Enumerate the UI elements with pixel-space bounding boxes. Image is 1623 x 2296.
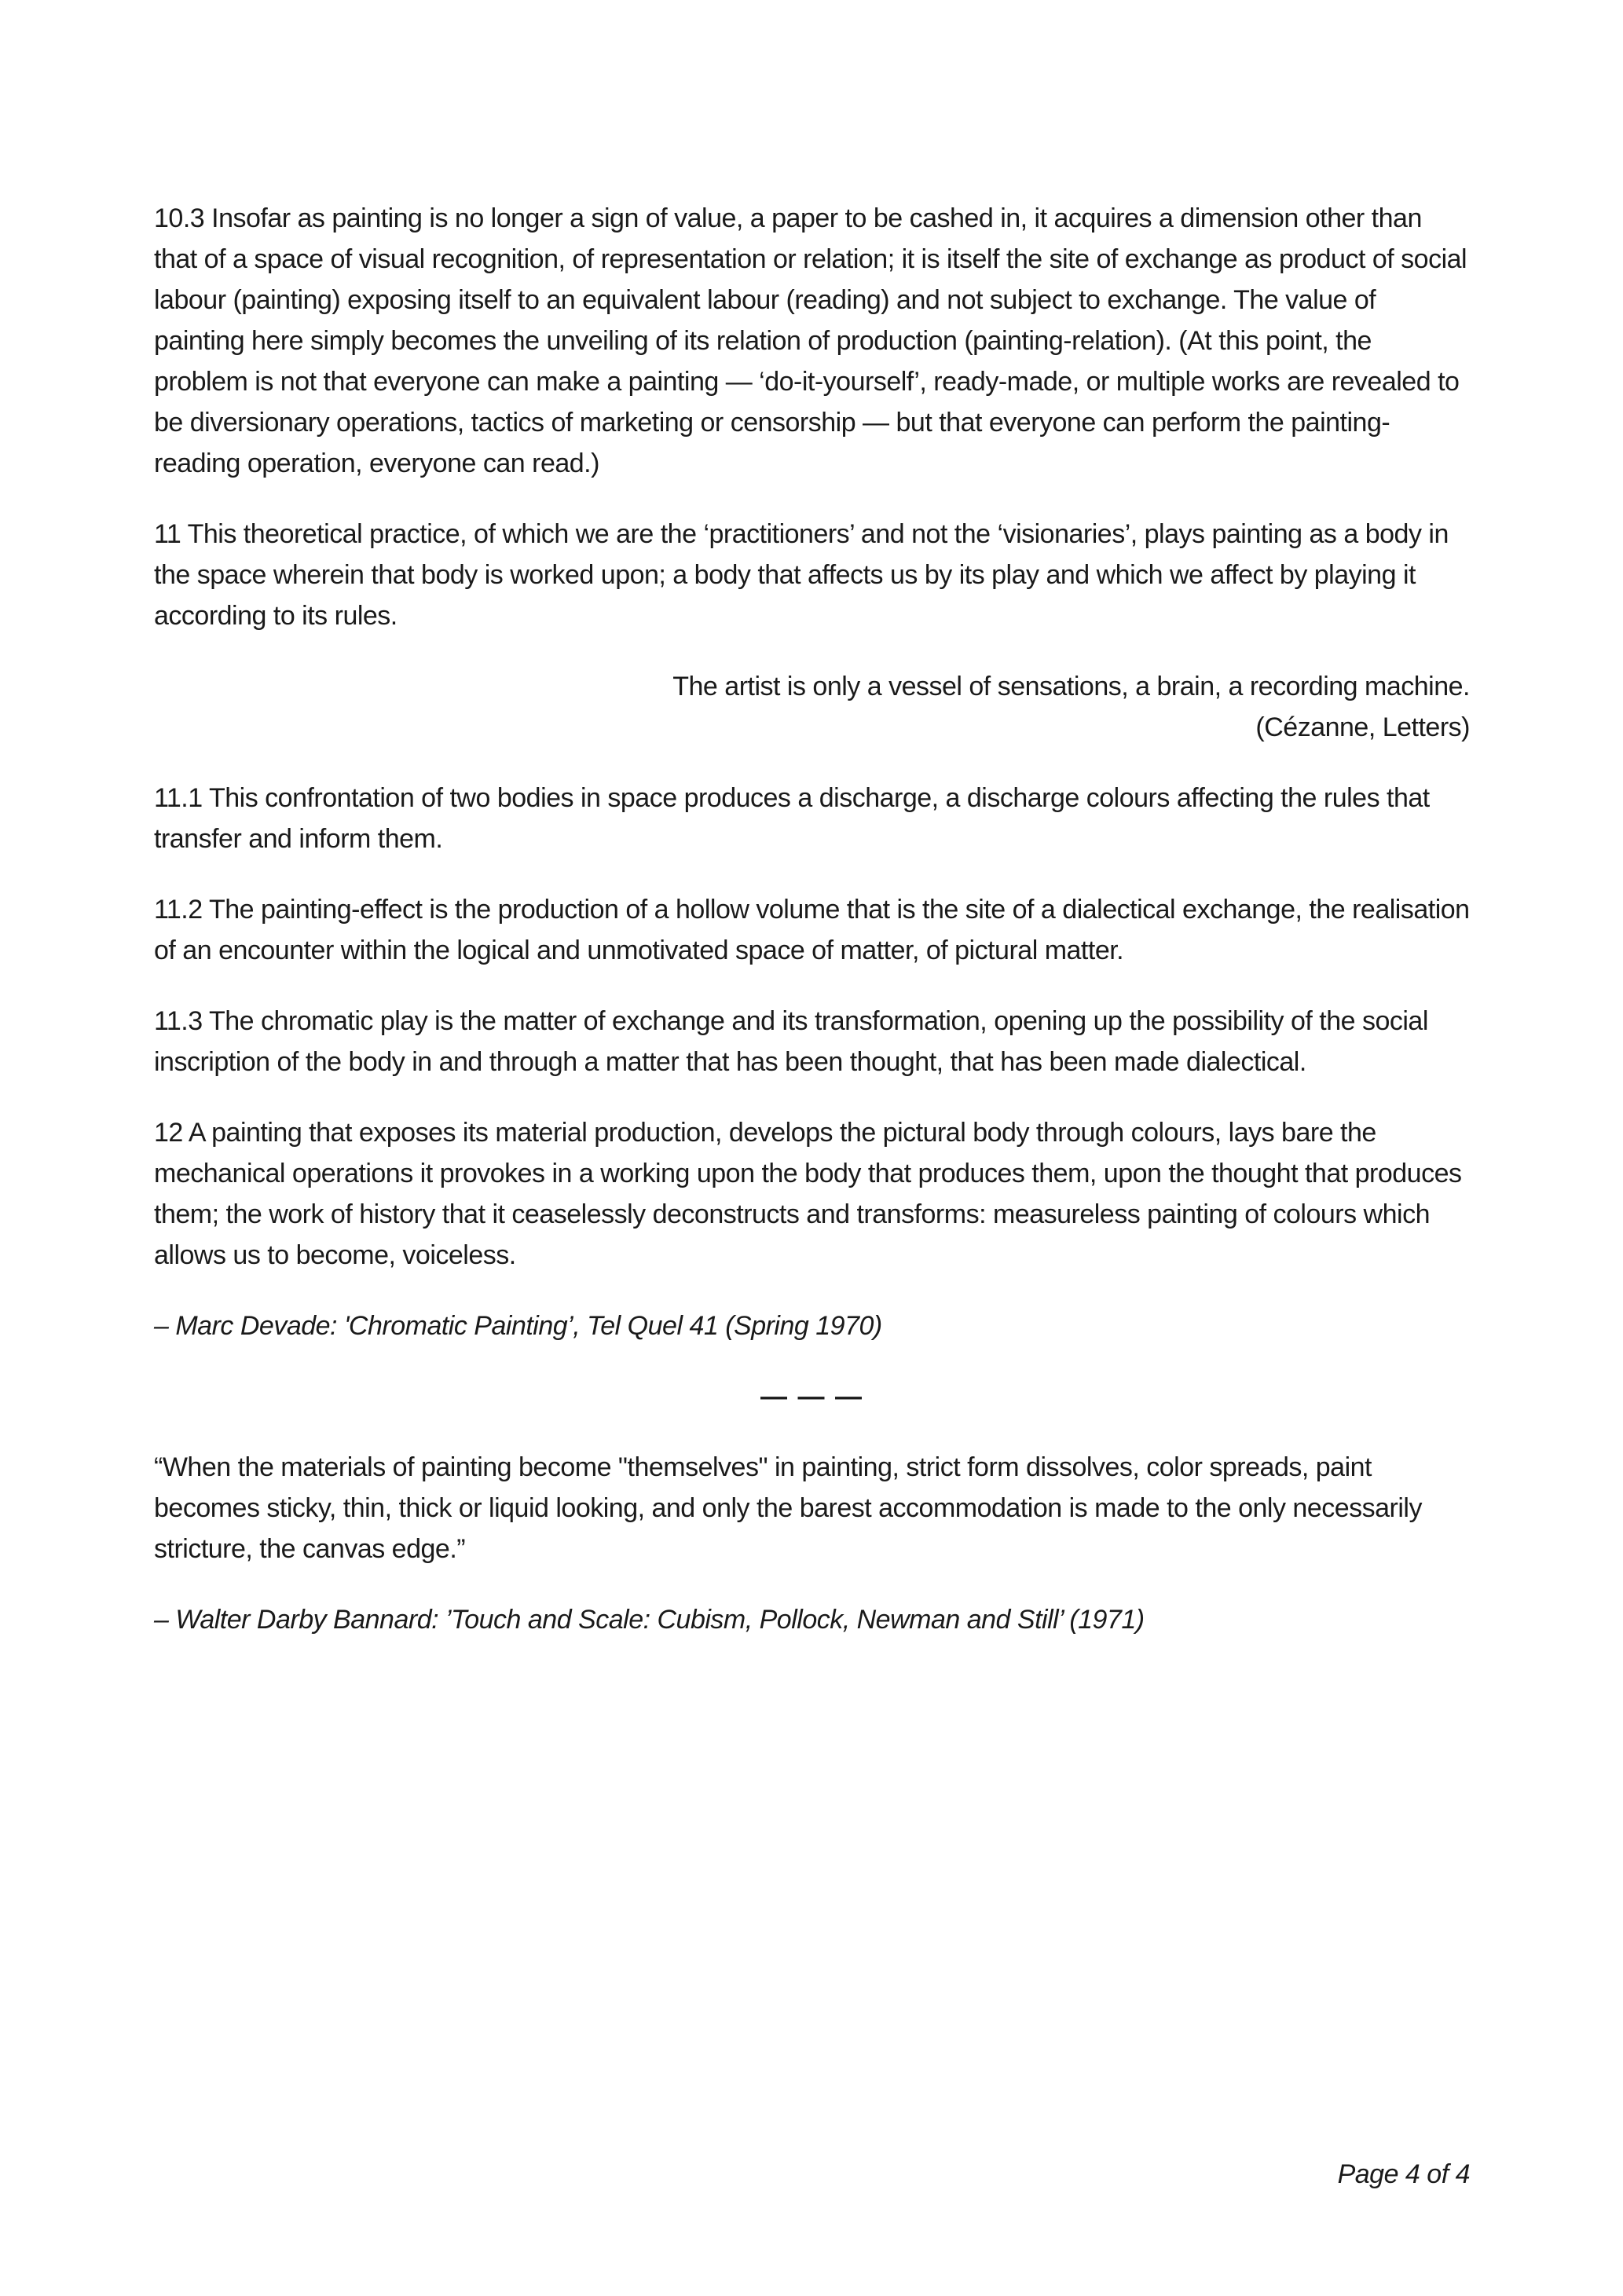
- cezanne-quote-source: (Cézanne, Letters): [1255, 712, 1470, 742]
- page-number-footer: Page 4 of 4: [1337, 2159, 1470, 2189]
- attribution-devade: – Marc Devade: 'Chromatic Painting’, Tel Quel 41 (Spring 1970): [154, 1311, 882, 1341]
- quotation-bannard: “When the materials of painting become "themselves" in painting, strict form dissolves, color spreads, paint becomes sticky, thin, thick or liquid looking, and only the barest accommodation is made to the only necessarily stricture, the canvas edge.”: [154, 1452, 1422, 1564]
- paragraph-12: 12 A painting that exposes its material production, develops the pictural body through colours, lays bare the mechanical operations it provokes in a working upon the body that produces them, upon the thought that produces them; the work of history that it ceaselessly deconstructs and transforms: measureless painting of colours which allows us to become, voiceless.: [154, 1118, 1462, 1270]
- paragraph-11: 11 This theoretical practice, of which we are the ‘practitioners’ and not the ‘visionaries’, plays painting as a body in the space wherein that body is worked upon; a body that affects us by its play and which we affect by playing it according to its rules.: [154, 519, 1449, 631]
- paragraph-11-1: 11.1 This confrontation of two bodies in space produces a discharge, a discharge colours affecting the rules that transfer and inform them.: [154, 783, 1430, 854]
- cezanne-quote-text: The artist is only a vessel of sensations, a brain, a recording machine.: [672, 672, 1470, 701]
- cezanne-quote: [154, 666, 1470, 748]
- attribution-bannard: – Walter Darby Bannard: ’Touch and Scale: Cubism, Pollock, Newman and Still’ (1971): [154, 1605, 1145, 1635]
- section-divider: — — —: [760, 1382, 863, 1412]
- paragraph-11-2: 11.2 The painting-effect is the production of a hollow volume that is the site of a dialectical exchange, the realisation of an encounter within the logical and unmotivated space of matter, of pictural matter.: [154, 895, 1470, 965]
- paragraph-10-3: 10.3 Insofar as painting is no longer a sign of value, a paper to be cashed in, it acquires a dimension other than that of a space of visual recognition, of representation or relation; it is itself the site of exchange as product of social labour (painting) exposing itself to an equivalent labour (reading) and not subject to exchange. The value of painting here simply becomes the unveiling of its relation of production (painting-relation). (At this point, the problem is not that everyone can make a painting — ‘do-it-yourself’, ready-made, or multiple works are revealed to be diversionary operations, tactics of marketing or censorship — but that everyone can perform the painting-reading operation, everyone can read.): [154, 203, 1467, 478]
- paragraph-11-3: 11.3 The chromatic play is the matter of exchange and its transformation, opening up the possibility of the social inscription of the body in and through a matter that has been thought, that has been made dialectical.: [154, 1006, 1428, 1077]
